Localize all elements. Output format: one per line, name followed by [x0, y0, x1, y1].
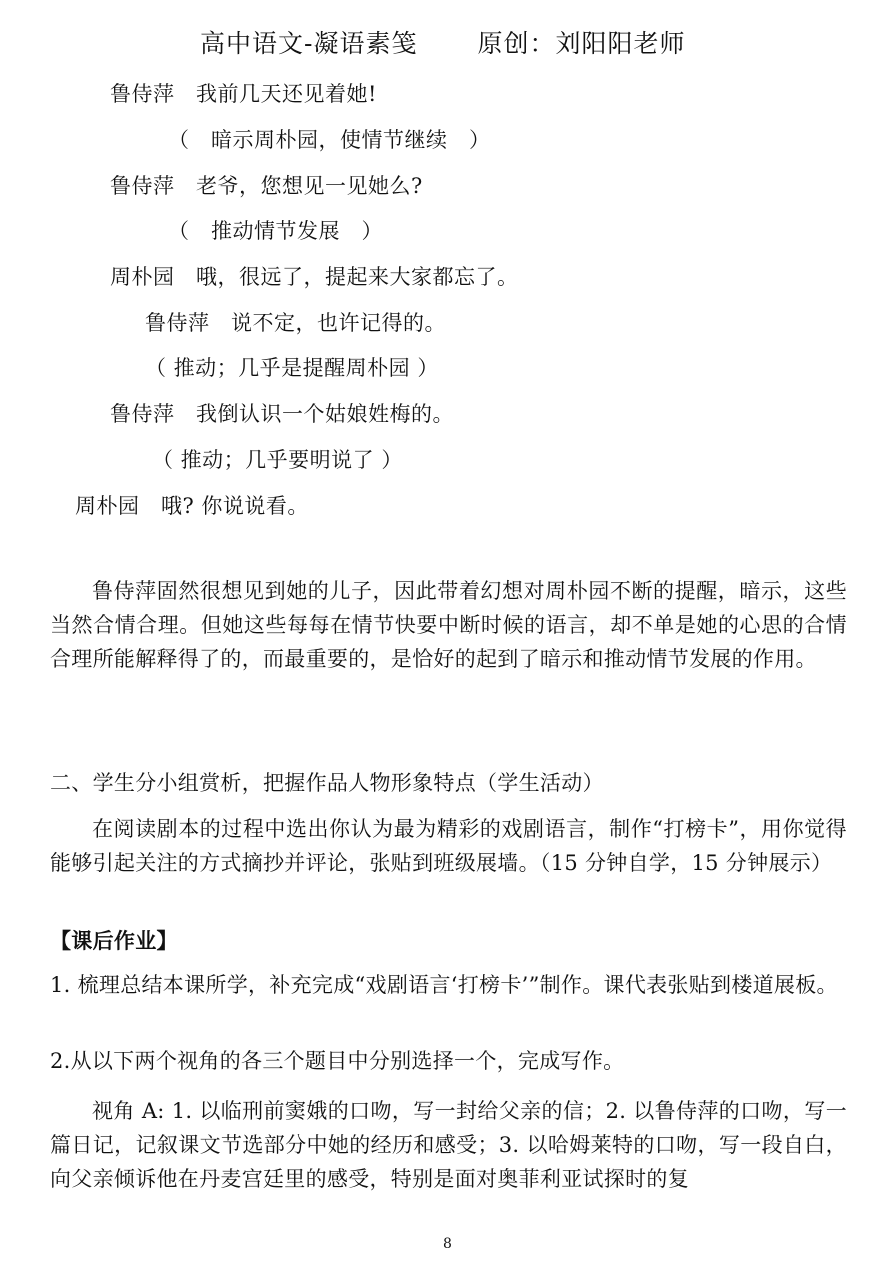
dialogue-line: 鲁侍萍 我前几天还见着她!	[110, 82, 377, 106]
perspective-a: 视角 A: 1. 以临刑前窦娥的口吻，写一封给父亲的信；2. 以鲁侍萍的口吻，写一篇日记，记叙课文节选部分中她的经历和感受；3. 以哈姆莱特的口吻，写一段自白，向父亲倾诉他在丹麦宫廷里的感受，特别是面对奥菲利亚试探时的复	[50, 1099, 847, 1191]
dialogue-line: 鲁侍萍 我倒认识一个姑娘姓梅的。	[110, 402, 454, 426]
dialogue-note: （ 推动；几乎要明说了 ）	[152, 448, 403, 472]
dialogue-line: 鲁侍萍 老爷，您想见一见她么?	[110, 174, 423, 198]
dialogue-note: （ 推动；几乎是提醒周朴园 ）	[145, 356, 439, 380]
dialogue-note: （ 推动情节发展 ）	[168, 219, 383, 243]
section-heading: 二、学生分小组赏析，把握作品人物形象特点（学生活动）	[50, 771, 604, 795]
page-number: 8	[443, 1236, 452, 1252]
dialogue-line: 鲁侍萍 说不定，也许记得的。	[145, 311, 446, 335]
page-header	[200, 24, 685, 60]
dialogue-note: （ 暗示周朴园，使情节继续 ）	[168, 128, 491, 152]
header-title: 高中语文-凝语素笺	[200, 29, 418, 58]
analysis-paragraph: 鲁侍萍固然很想见到她的儿子，因此带着幻想对周朴园不断的提醒，暗示，这些当然合情合理。但她这些每每在情节快要中断时候的语言，却不单是她的心思的合情合理所能解释得了的，而最重要的，是恰好的起到了暗示和推动情节发展的作用。	[50, 579, 847, 671]
homework-title: 【课后作业】	[50, 928, 178, 953]
section-body: 在阅读剧本的过程中选出你认为最为精彩的戏剧语言，制作“打榜卡”，用你觉得能够引起关注的方式摘抄并评论，张贴到班级展墙。（15 分钟自学，15 分钟展示）	[50, 817, 847, 875]
homework-item-2: 2.从以下两个视角的各三个题目中分别选择一个，完成写作。	[50, 1049, 625, 1073]
header-author: 原创：刘阳阳老师	[477, 29, 686, 58]
homework-item-1: 1. 梳理总结本课所学，补充完成“戏剧语言‘打榜卡’”制作。课代表张贴到楼道展板。	[50, 973, 838, 997]
dialogue-line: 周朴园 哦，很远了，提起来大家都忘了。	[110, 265, 519, 289]
dialogue-line: 周朴园 哦? 你说说看。	[75, 494, 309, 518]
